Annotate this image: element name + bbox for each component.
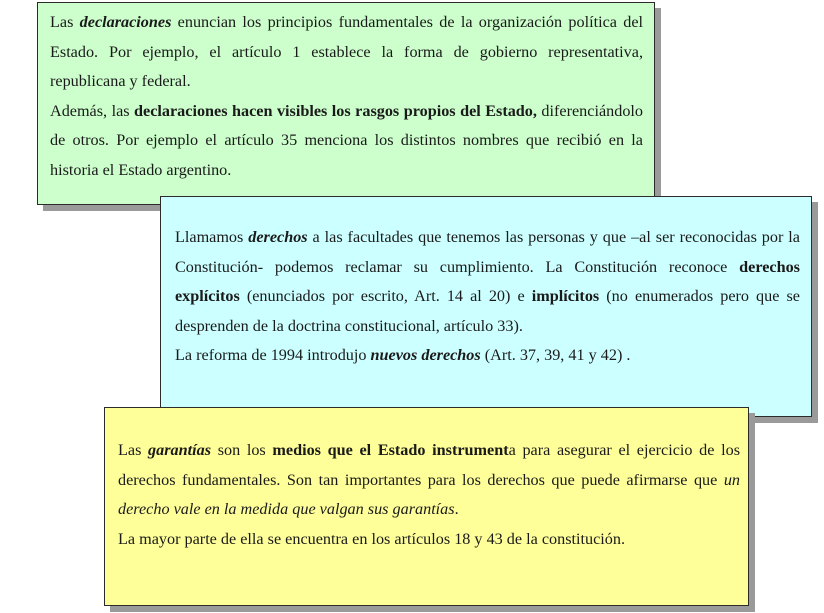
text-span: (no enumerados pero que se desprenden de la doctrina constitucional, artículo 33).	[175, 287, 800, 335]
term-nuevos-derechos: nuevos derechos	[370, 346, 481, 365]
text-span: (Art. 37, 39, 41 y 42) .	[480, 346, 631, 365]
garantias-paragraph-2	[118, 525, 740, 555]
term-declaraciones: declaraciones	[79, 13, 172, 31]
term-derechos: derechos	[248, 228, 308, 246]
declaraciones-box	[37, 2, 655, 205]
text-span: Llamamos	[175, 228, 249, 246]
text-span: a para asegurar el ejercicio de los derechos fundamentales. Son tan importantes para los derechos que puede afirmarse que	[118, 441, 741, 489]
term-garantias: garantías	[148, 441, 212, 459]
derechos-box	[160, 196, 812, 417]
text-span: a las facultades que tenemos las personas y que –al ser reconocidas por la Constitución- podemos reclamar su cumplimiento. La Constitución reconoce	[175, 228, 800, 276]
derechos-paragraph-1	[175, 223, 800, 341]
derechos-paragraph-2	[175, 341, 800, 371]
text-span: (enunciados por escrito, Art. 14 al 20) e	[239, 287, 532, 306]
garantias-paragraph-1	[118, 436, 740, 525]
text-span: Las	[118, 441, 149, 459]
garantias-box	[104, 407, 749, 606]
text-span: enuncian los principios fundamentales de la organización política del Estado. Por ejemplo, el artículo 1 establece la forma de gobierno representativa, republicana y federal.	[50, 13, 643, 91]
declaraciones-paragraph-2	[50, 97, 643, 186]
text-span: diferenciándolo de otros. Por ejemplo el artículo 35 menciona los distintos nombres que recibió en la historia el Estado argentino.	[50, 101, 644, 179]
text-span: .	[454, 500, 459, 519]
emphasis-medios: medios que el Estado instrument	[272, 441, 509, 459]
text-span: son los	[211, 441, 273, 459]
term-implicitos: implícitos	[531, 287, 600, 306]
declaraciones-paragraph-1	[50, 8, 643, 97]
text-span: La mayor parte de ella se encuentra en los artículos 18 y 43 de la constitución.	[118, 529, 626, 548]
emphasis-rasgos: declaraciones hacen visibles los rasgos propios del Estado,	[134, 101, 537, 120]
quote-derecho-vale: un derecho vale en la medida que valgan sus garantías	[118, 470, 740, 519]
term-derechos-explicitos: derechos explícitos	[175, 257, 800, 306]
text-span: La reforma de 1994 introdujo	[175, 346, 371, 365]
text-span: Además, las	[50, 101, 135, 120]
text-span: Las	[50, 13, 80, 31]
